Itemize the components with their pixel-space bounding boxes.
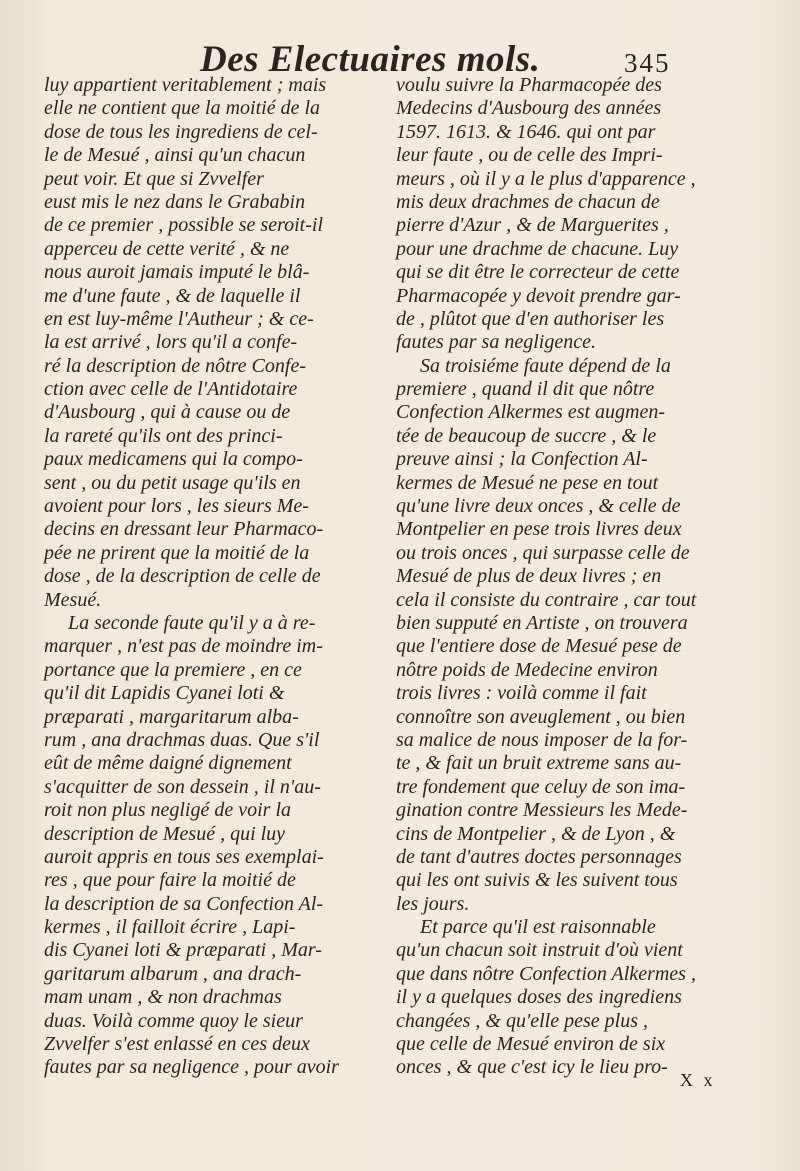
text-line: nous auroit jamais imputé le blâ- [44,261,310,284]
text-line: luy appartient veritablement ; mais [44,74,327,96]
text-line: Sa troisiéme faute dépend de la [420,354,671,377]
text-line: fautes par sa negligence. [396,331,596,354]
text-line: nôtre poids de Medecine environ [396,658,658,681]
text-line: que celle de Mesué environ de six [396,1033,666,1056]
text-line: que l'entiere dose de Mesué pese de [396,635,682,658]
text-line: d'Ausbourg , qui à cause ou de [44,401,291,424]
text-line: meurs , où il y a le plus d'apparence , [396,167,696,190]
text-line: marquer , n'est pas de moindre im- [44,635,323,658]
text-line: decins en dressant leur Pharmaco- [44,518,324,541]
text-line: 1597. 1613. & 1646. qui ont par [396,120,656,143]
text-line: garitarum albarum , ana drach- [44,962,302,985]
text-line: mis deux drachmes de chacun de [396,190,660,213]
text-line: Zvvelfer s'est enlassé en ces deux [44,1033,310,1056]
text-line: peut voir. Et que si Zvvelfer [44,167,264,190]
text-line: il y a quelques doses des ingrediens [396,986,682,1009]
text-line: leur faute , ou de celle des Impri- [396,144,663,167]
text-line: le de Mesué , ainsi qu'un chacun [44,144,306,167]
text-line: fautes par sa negligence , pour avoir [44,1056,339,1079]
text-line: dose de tous les ingrediens de cel- [44,120,318,143]
text-line: avoient pour lors , les sieurs Me- [44,495,309,518]
text-line: qu'une livre deux onces , & celle de [396,495,681,518]
text-line: res , que pour faire la moitié de [44,869,296,892]
text-line: portance que la premiere , en ce [44,658,302,681]
text-line: s'acquitter de son dessein , il n'au- [44,775,321,798]
text-line: la rareté qu'ils ont des princi- [44,424,283,447]
text-line: changées , & qu'elle pese plus , [396,1009,648,1032]
right-text-column [396,74,716,1080]
text-line: qu'il dit Lapidis Cyanei loti & [44,682,285,705]
text-line: les jours. [396,892,470,915]
text-line: gination contre Messieurs les Mede- [396,799,688,822]
text-line: La seconde faute qu'il y a à re- [68,611,316,634]
text-line: Mesué. [44,588,102,611]
text-line: la description de sa Confection Al- [44,892,324,915]
text-line: Et parce qu'il est raisonnable [420,916,656,939]
text-line: la est arrivé , lors qu'il a confe- [44,331,298,354]
left-text-column [44,74,364,1080]
text-line: elle ne contient que la moitié de la [44,97,321,120]
text-line: sa malice de nous imposer de la for- [396,728,688,751]
text-line: præparati , margaritarum alba- [44,705,299,728]
text-line: roit non plus negligé de voir la [44,799,292,822]
text-line: tre fondement que celuy de son ima- [396,775,686,798]
text-line: de ce premier , possible se seroit-il [44,214,324,237]
text-line: tée de beaucoup de succre , & le [396,424,657,447]
text-line: en est luy-même l'Autheur ; & ce- [44,307,314,330]
text-line: me d'une faute , & de laquelle il [44,284,301,307]
text-line: de tant d'autres doctes personnages [396,845,682,868]
text-line: qui se dit être le correcteur de cette [396,261,680,284]
text-line: dose , de la description de celle de [44,565,321,588]
text-line: qu'un chacun soit instruit d'où vient [396,939,683,962]
text-line: cins de Montpelier , & de Lyon , & [396,822,676,845]
text-line: ré la description de nôtre Confe- [44,354,306,377]
text-line: apperceu de cette verité , & ne [44,237,290,260]
text-line: duas. Voilà comme quoy le sieur [44,1009,303,1032]
text-line: dis Cyanei loti & præparati , Mar- [44,939,322,962]
text-line: eust mis le nez dans le Grababin [44,190,306,213]
catchword: X x [680,1070,716,1090]
text-line: paux medicamens qui la compo- [44,448,303,471]
text-line: bien supputé en Artiste , on trouvera [396,611,688,634]
text-line: de , plûtot que d'en authoriser les [396,307,665,330]
text-line: que dans nôtre Confection Alkermes , [396,962,696,985]
text-line: pée ne prirent que la moitié de la [44,541,310,564]
text-line: trois livres : voilà comme il fait [396,682,647,705]
text-line: te , & fait un bruit extreme sans au- [396,752,682,775]
text-line: onces , & que c'est icy le lieu pro- [396,1056,668,1079]
text-line: cela il consiste du contraire , car tout [396,588,697,611]
text-line: Medecins d'Ausbourg des années [396,97,662,120]
text-line: Pharmacopée y devoit prendre gar- [396,284,681,307]
page-number: 345 [624,48,671,78]
text-line: description de Mesué , qui luy [44,822,286,845]
text-line: Mesué de plus de deux livres ; en [396,565,662,588]
text-line: ou trois onces , qui surpasse celle de [396,541,690,564]
text-line: mam unam , & non drachmas [44,986,282,1009]
text-line: auroit appris en tous ses exemplai- [44,845,324,868]
text-line: preuve ainsi ; la Confection Al- [396,448,648,471]
running-title: Des Electuaires mols. [200,39,541,80]
text-line: kermes , il failloit écrire , Lapi- [44,916,296,939]
text-line: pour une drachme de chacune. Luy [396,237,679,260]
text-line: Confection Alkermes est augmen- [396,401,666,424]
text-line: premiere , quand il dit que nôtre [396,378,655,401]
text-line: ction avec celle de l'Antidotaire [44,378,298,401]
text-line: sent , ou du petit usage qu'ils en [44,471,301,494]
text-line: qui les ont suivis & les suivent tous [396,869,678,892]
text-line: kermes de Mesué ne pese en tout [396,471,659,494]
text-line: eût de même daigné dignement [44,752,292,775]
text-line: Montpelier en pese trois livres deux [396,518,682,541]
text-line: connoître son aveuglement , ou bien [396,705,686,728]
text-line: pierre d'Azur , & de Marguerites , [396,214,669,237]
text-line: rum , ana drachmas duas. Que s'il [44,728,320,751]
text-line: voulu suivre la Pharmacopée des [396,74,662,96]
